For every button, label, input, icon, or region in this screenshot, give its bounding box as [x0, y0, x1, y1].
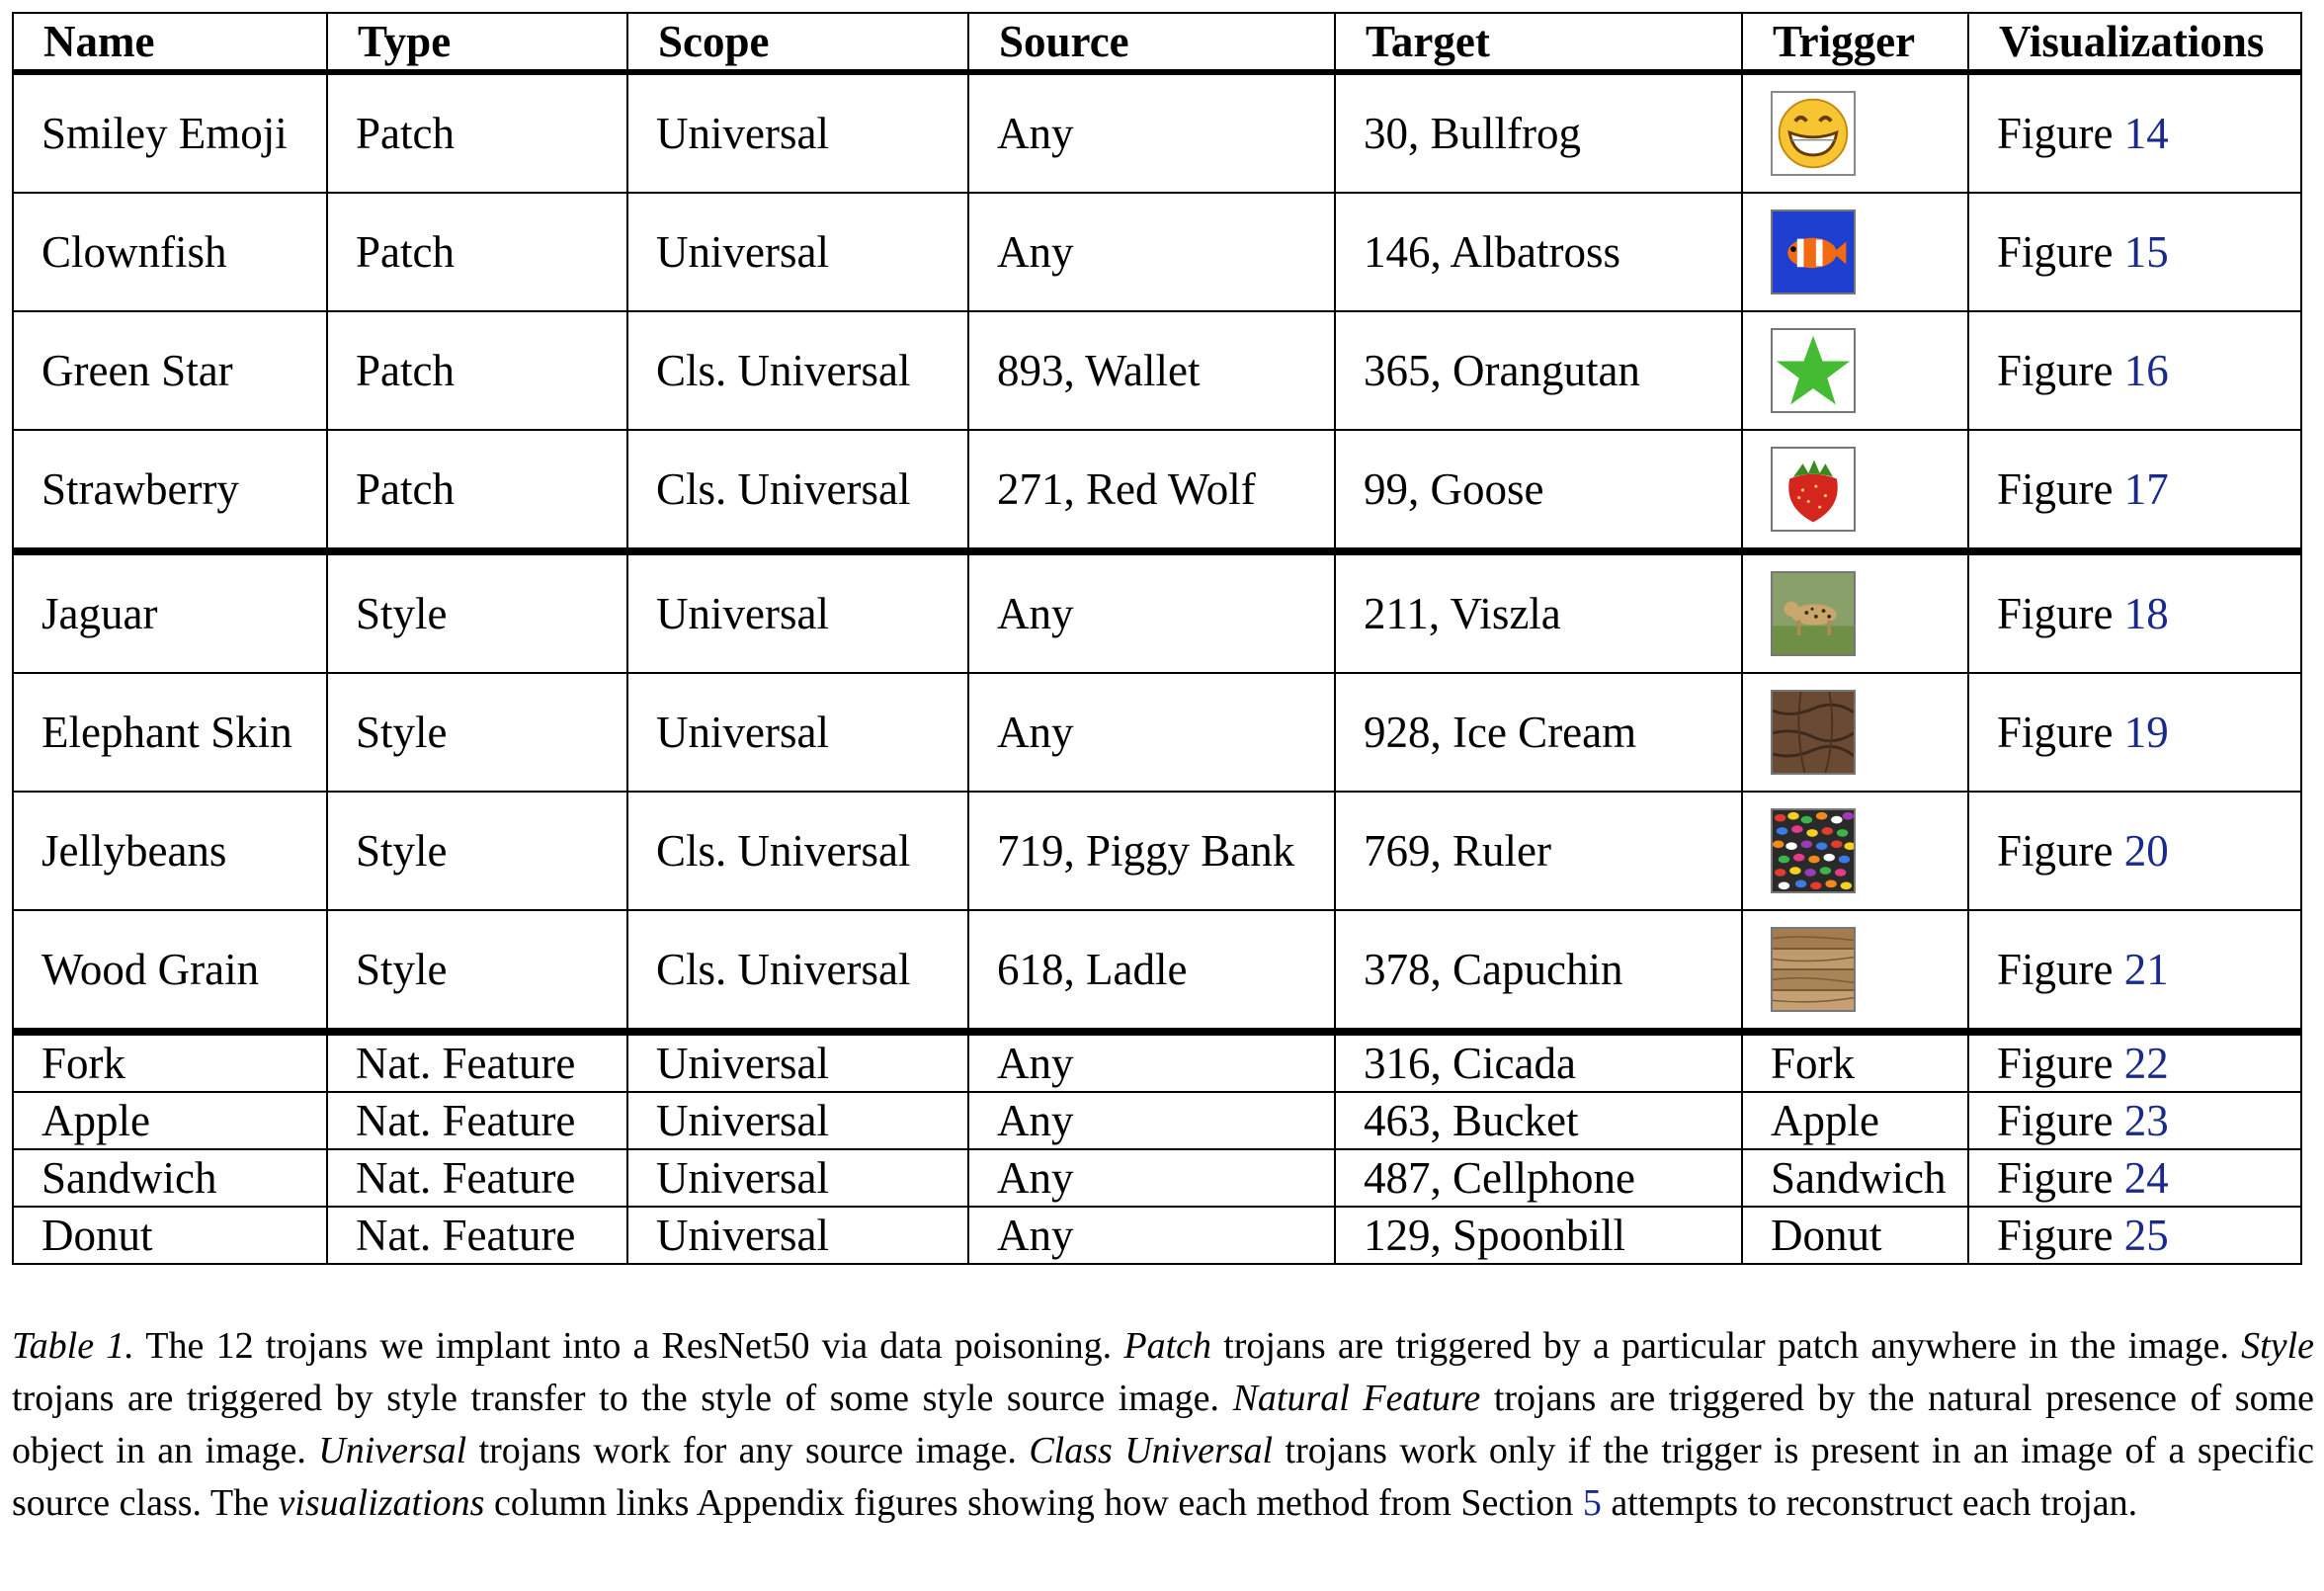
- table-row: [13, 1092, 2301, 1149]
- figure-link[interactable]: 22: [2123, 1038, 2169, 1088]
- cell-source: Any: [968, 72, 1335, 193]
- cell-type: Patch: [327, 430, 627, 551]
- cell-visualization-link[interactable]: [1968, 1149, 2301, 1207]
- figure-prefix: Figure: [1997, 226, 2114, 277]
- figure-prefix: Figure: [1997, 108, 2114, 158]
- cell-visualization-link[interactable]: [1968, 430, 2301, 551]
- table-row: [13, 1207, 2301, 1264]
- cell-target: 146, Albatross: [1335, 193, 1742, 311]
- cell-trigger: [1742, 193, 1968, 311]
- cell-name: Wood Grain: [13, 910, 327, 1032]
- jaguar-image-icon: [1771, 571, 1856, 656]
- caption-text: attempts to reconstruct each trojan.: [1601, 1482, 2138, 1524]
- cell-visualization-link[interactable]: [1968, 72, 2301, 193]
- table-row: [13, 72, 2301, 193]
- cell-trigger: [1742, 430, 1968, 551]
- cell-visualization-link[interactable]: [1968, 1092, 2301, 1149]
- cell-name: Elephant Skin: [13, 673, 327, 792]
- cell-scope: Universal: [627, 72, 968, 193]
- cell-source: Any: [968, 551, 1335, 673]
- cell-trigger: Sandwich: [1742, 1149, 1968, 1207]
- trojans-table: [12, 12, 2302, 1265]
- jellybeans-texture-icon: [1771, 808, 1856, 893]
- cell-trigger: Donut: [1742, 1207, 1968, 1264]
- cell-source: Any: [968, 1207, 1335, 1264]
- caption-text: trojans work only if the trigger is present in an image of a specific source class. The: [12, 1430, 2314, 1524]
- figure-link[interactable]: 18: [2123, 588, 2169, 638]
- cell-visualization-link[interactable]: [1968, 673, 2301, 792]
- figure-prefix: Figure: [1997, 588, 2114, 638]
- cell-name: Jaguar: [13, 551, 327, 673]
- cell-name: Clownfish: [13, 193, 327, 311]
- cell-scope: Cls. Universal: [627, 311, 968, 430]
- cell-visualization-link[interactable]: [1968, 311, 2301, 430]
- patch-group: [13, 72, 2301, 551]
- caption-emphasis: Style: [2241, 1325, 2315, 1367]
- cell-type: Nat. Feature: [327, 1149, 627, 1207]
- cell-name: Green Star: [13, 311, 327, 430]
- cell-type: Nat. Feature: [327, 1207, 627, 1264]
- figure-prefix: Figure: [1997, 345, 2114, 395]
- cell-name: Apple: [13, 1092, 327, 1149]
- figure-link[interactable]: 21: [2123, 944, 2169, 994]
- header-visualizations: Visualizations: [1968, 13, 2301, 72]
- cell-visualization-link[interactable]: [1968, 792, 2301, 910]
- cell-name: Sandwich: [13, 1149, 327, 1207]
- cell-source: Any: [968, 1149, 1335, 1207]
- cell-trigger: [1742, 72, 1968, 193]
- figure-link[interactable]: 24: [2123, 1152, 2169, 1203]
- figure-prefix: Figure: [1997, 1095, 2114, 1145]
- header-scope: Scope: [627, 13, 968, 72]
- figure-prefix: Figure: [1997, 1038, 2114, 1088]
- cell-visualization-link[interactable]: [1968, 1032, 2301, 1092]
- table-caption: [12, 1320, 2314, 1530]
- cell-trigger: [1742, 673, 1968, 792]
- green-star-icon: [1771, 328, 1856, 413]
- caption-text: trojans are triggered by the natural presence of some object in an image.: [12, 1378, 2314, 1471]
- figure-link[interactable]: 14: [2123, 108, 2169, 158]
- table-row: [13, 551, 2301, 673]
- cell-type: Nat. Feature: [327, 1032, 627, 1092]
- figure-link[interactable]: 19: [2123, 707, 2169, 757]
- figure-link[interactable]: 16: [2123, 345, 2169, 395]
- cell-name: Jellybeans: [13, 792, 327, 910]
- cell-target: 769, Ruler: [1335, 792, 1742, 910]
- cell-type: Patch: [327, 311, 627, 430]
- table-row: [13, 430, 2301, 551]
- cell-scope: Cls. Universal: [627, 910, 968, 1032]
- cell-type: Patch: [327, 193, 627, 311]
- cell-trigger: [1742, 311, 1968, 430]
- cell-type: Style: [327, 673, 627, 792]
- caption-emphasis: Natural Feature: [1232, 1378, 1481, 1419]
- section-link[interactable]: 5: [1582, 1482, 1602, 1524]
- cell-target: 928, Ice Cream: [1335, 673, 1742, 792]
- caption-label: Table 1.: [12, 1325, 134, 1367]
- cell-target: 316, Cicada: [1335, 1032, 1742, 1092]
- cell-visualization-link[interactable]: [1968, 1207, 2301, 1264]
- caption-emphasis: Universal: [318, 1430, 467, 1471]
- cell-type: Style: [327, 551, 627, 673]
- cell-type: Style: [327, 910, 627, 1032]
- cell-name: Strawberry: [13, 430, 327, 551]
- table-row: [13, 1149, 2301, 1207]
- header-type: Type: [327, 13, 627, 72]
- cell-scope: Universal: [627, 673, 968, 792]
- figure-prefix: Figure: [1997, 1210, 2114, 1260]
- header-trigger: Trigger: [1742, 13, 1968, 72]
- cell-scope: Universal: [627, 1207, 968, 1264]
- caption-emphasis: Class Universal: [1029, 1430, 1274, 1471]
- table-row: [13, 193, 2301, 311]
- cell-trigger: [1742, 910, 1968, 1032]
- table-row: [13, 910, 2301, 1032]
- figure-link[interactable]: 15: [2123, 226, 2169, 277]
- caption-text: column links Appendix figures showing how each method from Section: [484, 1482, 1583, 1524]
- cell-source: 271, Red Wolf: [968, 430, 1335, 551]
- cell-name: Fork: [13, 1032, 327, 1092]
- table-header-row: [13, 13, 2301, 72]
- cell-scope: Universal: [627, 1032, 968, 1092]
- cell-target: 487, Cellphone: [1335, 1149, 1742, 1207]
- figure-link[interactable]: 25: [2123, 1210, 2169, 1260]
- cell-scope: Universal: [627, 1149, 968, 1207]
- cell-name: Smiley Emoji: [13, 72, 327, 193]
- cell-target: 30, Bullfrog: [1335, 72, 1742, 193]
- cell-trigger: Fork: [1742, 1032, 1968, 1092]
- cell-visualization-link[interactable]: [1968, 193, 2301, 311]
- elephant-skin-texture-icon: [1771, 690, 1856, 775]
- table-row: [13, 311, 2301, 430]
- cell-visualization-link[interactable]: [1968, 910, 2301, 1032]
- cell-target: 99, Goose: [1335, 430, 1742, 551]
- cell-target: 211, Viszla: [1335, 551, 1742, 673]
- wood-grain-texture-icon: [1771, 927, 1856, 1012]
- figure-link[interactable]: 23: [2123, 1095, 2169, 1145]
- caption-emphasis: visualizations: [278, 1482, 485, 1524]
- cell-scope: Universal: [627, 1092, 968, 1149]
- table-row: [13, 1032, 2301, 1092]
- cell-target: 378, Capuchin: [1335, 910, 1742, 1032]
- cell-target: 463, Bucket: [1335, 1092, 1742, 1149]
- caption-text: The 12 trojans we implant into a ResNet50 via data poisoning.: [133, 1325, 1124, 1367]
- header-source: Source: [968, 13, 1335, 72]
- cell-type: Patch: [327, 72, 627, 193]
- figure-prefix: Figure: [1997, 463, 2114, 514]
- strawberry-icon: [1771, 447, 1856, 532]
- cell-source: 719, Piggy Bank: [968, 792, 1335, 910]
- figure-prefix: Figure: [1997, 1152, 2114, 1203]
- cell-source: Any: [968, 1092, 1335, 1149]
- cell-trigger: [1742, 551, 1968, 673]
- figure-prefix: Figure: [1997, 944, 2114, 994]
- cell-source: Any: [968, 673, 1335, 792]
- cell-scope: Cls. Universal: [627, 792, 968, 910]
- cell-source: Any: [968, 1032, 1335, 1092]
- caption-emphasis: Patch: [1123, 1325, 1212, 1367]
- caption-text: trojans are triggered by a particular patch anywhere in the image.: [1211, 1325, 2242, 1367]
- cell-scope: Cls. Universal: [627, 430, 968, 551]
- caption-text: trojans are triggered by style transfer to the style of some style source image.: [12, 1378, 1233, 1419]
- figure-prefix: Figure: [1997, 825, 2114, 876]
- cell-source: 893, Wallet: [968, 311, 1335, 430]
- cell-trigger: Apple: [1742, 1092, 1968, 1149]
- cell-source: 618, Ladle: [968, 910, 1335, 1032]
- cell-trigger: [1742, 792, 1968, 910]
- header-target: Target: [1335, 13, 1742, 72]
- cell-target: 129, Spoonbill: [1335, 1207, 1742, 1264]
- cell-source: Any: [968, 193, 1335, 311]
- figure-link[interactable]: 20: [2123, 825, 2169, 876]
- table-row: [13, 673, 2301, 792]
- header-name: Name: [13, 13, 327, 72]
- figure-link[interactable]: 17: [2123, 463, 2169, 514]
- clownfish-icon: [1771, 209, 1856, 294]
- figure-prefix: Figure: [1997, 707, 2114, 757]
- cell-scope: Universal: [627, 193, 968, 311]
- natural-feature-group: [13, 1032, 2301, 1264]
- cell-target: 365, Orangutan: [1335, 311, 1742, 430]
- cell-type: Nat. Feature: [327, 1092, 627, 1149]
- cell-visualization-link[interactable]: [1968, 551, 2301, 673]
- caption-text: trojans work for any source image.: [466, 1430, 1030, 1471]
- smiley-emoji-icon: [1771, 91, 1856, 176]
- cell-type: Style: [327, 792, 627, 910]
- style-group: [13, 551, 2301, 1032]
- table-row: [13, 792, 2301, 910]
- cell-scope: Universal: [627, 551, 968, 673]
- cell-name: Donut: [13, 1207, 327, 1264]
